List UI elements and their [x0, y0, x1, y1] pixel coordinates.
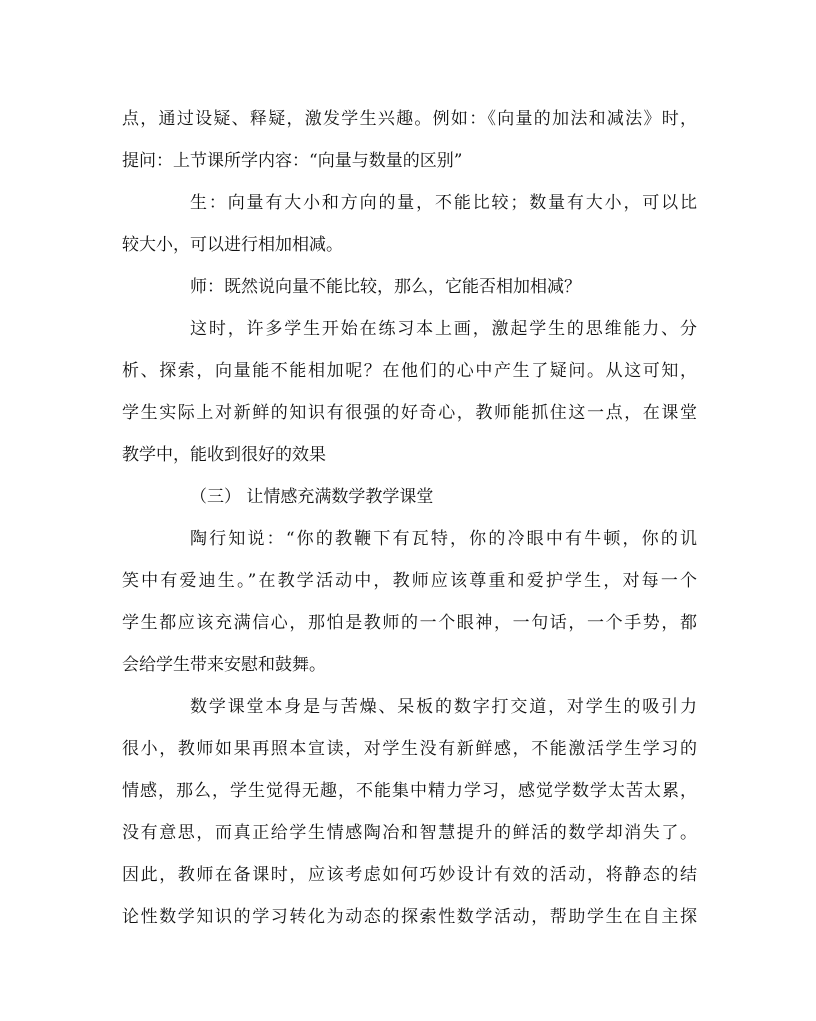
text-line: 教学中，能收到很好的效果	[122, 445, 326, 465]
text-line: 论性数学知识的学习转化为动态的探索性数学活动，帮助学生在自主探	[122, 907, 697, 927]
text-line: 析、探索，向量能不能相加呢？在他们的心中产生了疑问。从这可知，	[122, 361, 697, 381]
text-line: 点，通过设疑、释疑，激发学生兴趣。例如：《向量的加法和减法》时，	[122, 109, 697, 129]
text-line: 学生都应该充满信心，那怕是教师的一个眼神，一句话，一个手势，都	[122, 613, 697, 633]
text-line: 会给学生带来安慰和鼓舞。	[122, 655, 326, 675]
text-line: 情感，那么，学生觉得无趣，不能集中精力学习，感觉学数学太苦太累，	[122, 781, 697, 801]
text-line: 师：既然说向量不能比较，那么，它能否相加相减？	[190, 277, 581, 297]
text-line: 数学课堂本身是与苦燥、呆板的数字打交道，对学生的吸引力	[190, 697, 697, 717]
section-heading: （三） 让情感充满数学教学课堂	[190, 487, 434, 507]
text-line: 陶行知说：“你的教鞭下有瓦特，你的冷眼中有牛顿，你的讥	[190, 529, 697, 549]
text-line: 因此，教师在备课时，应该考虑如何巧妙设计有效的活动，将静态的结	[122, 865, 697, 885]
text-line: 笑中有爱迪生。”在教学活动中，教师应该尊重和爱护学生，对每一个	[122, 571, 697, 591]
text-line: 较大小，可以进行相加相减。	[122, 235, 343, 255]
text-line: 提问：上节课所学内容：“向量与数量的区别”	[122, 151, 463, 171]
text-line: 生：向量有大小和方向的量，不能比较；数量有大小，可以比	[190, 193, 697, 213]
text-line: 没有意思，而真正给学生情感陶冶和智慧提升的鲜活的数学却消失了。	[122, 823, 697, 843]
text-line: 学生实际上对新鲜的知识有很强的好奇心，教师能抓住这一点，在课堂	[122, 403, 697, 423]
text-line: 很小，教师如果再照本宣读，对学生没有新鲜感，不能激活学生学习的	[122, 739, 697, 759]
text-line: 这时，许多学生开始在练习本上画，激起学生的思维能力、分	[190, 319, 697, 339]
